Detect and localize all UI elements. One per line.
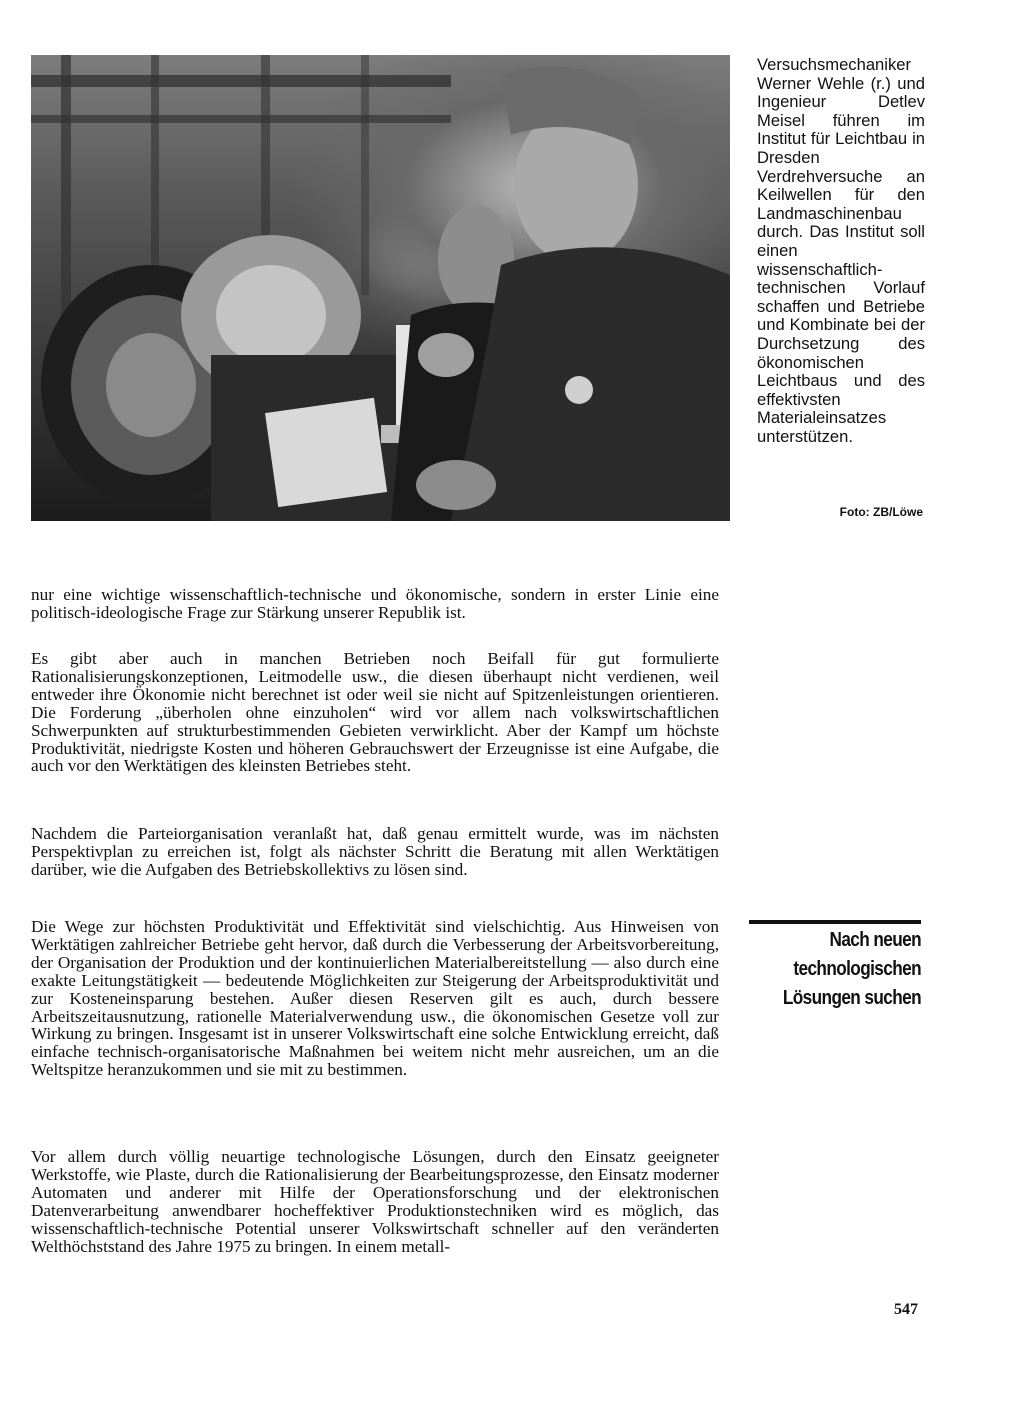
photo-illustration <box>31 55 730 521</box>
paragraph-3: Nachdem die Parteiorganisation veranlaßt hat, daß genau ermittelt wurde, was im nächsten Perspektivplan zu erreichen ist, folgt als nächster Schritt die Beratung mit allen Werktätigen darüber, wie die Aufgaben des Betriebskollektivs zu lösen sind. <box>31 824 719 879</box>
photo-machine-workers <box>31 55 730 521</box>
paragraph-4: Die Wege zur höchsten Produktivität und Effektivität sind vielschichtig. Aus Hinweisen von Werktätigen zahlreicher Betriebe geht hervor, daß durch die Verbesserung der Arbeitsvorbereitung, der Organisation der Produktion und der kontinuierlichen Materialbereitstellung — also durch eine exakte Leitungstätigkeit — bedeutende Möglichkeiten zur Steigerung der Arbeitsproduktivität und zur Kosteneinsparung bestehen. Außer diesen Reserven gilt es auch, durch bessere Arbeitszeitausnutzung, rationelle Materialverwendung usw., die ökonomischen Gesetze voll zur Wirkung zu bringen. Insgesamt ist in unserer Volkswirtschaft eine solche Entwicklung erreicht, daß einfache technisch-organisatorische Maßnahmen bei weitem nicht mehr ausreichen, um an die Weltspitze heranzukommen und sie mit zu bestimmen. <box>31 917 719 1080</box>
paragraph-5: Vor allem durch völlig neuartige technologische Lösungen, durch den Einsatz geeigneter Werkstoffe, wie Plaste, durch die Rationalisierung der Bearbeitungsprozesse, den Einsatz moderner Automaten und anderer mit Hilfe der Operationsforschung und der elektronischen Datenverarbeitung anwendbarer hocheffektiver Produktionstechniken wird es möglich, das wissenschaftlich-technische Potential unserer Volkswirtschaft schneller auf den veränderten Welthöchststand des Jahre 1975 zu bringen. In einem metall- <box>31 1147 719 1256</box>
photo-caption: Versuchsmechaniker Werner Wehle (r.) und Ingenieur Detlev Meisel führen im Institut für Leichtbau in Dresden Verdrehversuche an Keilwellen für den Landmaschinenbau durch. Das Institut soll einen wissenschaftlich-technischen Vorlauf schaffen und Betriebe und Kombinate bei der Durchsetzung des ökonomischen Leichtbaus und des effektivsten Materialeinsatzes unterstützen. <box>757 55 925 446</box>
side-heading-line-1: Nach neuen <box>829 929 921 951</box>
page-number: 547 <box>894 1301 918 1318</box>
paragraph-2: Es gibt aber auch in manchen Betrieben noch Beifall für gut formulierte Rationalisierungskonzeptionen, Leitmodelle usw., die diesen überhaupt nicht verdienen, weil entweder ihre Ökonomie nicht berechnet ist oder weil sie nicht auf Spitzenleistungen orientieren. Die Forderung „überholen ohne einzuholen“ wird vor allem nach volkswirtschaftlichen Schwerpunkten auf strukturbestimmenden Gebieten verwirklicht. Aber der Kampf um höchste Produktivität, niedrigste Kosten und höheren Gebrauchswert der Erzeugnisse ist eine Aufgabe, die auch vor den Werktätigen des kleinsten Betriebes steht. <box>31 649 719 776</box>
side-heading <box>749 920 921 1013</box>
side-heading-line-2: technologischen <box>793 958 921 980</box>
paragraph-1: nur eine wichtige wissenschaftlich-technische und ökonomische, sondern in erster Linie eine politisch-ideologische Frage zur Stärkung unserer Republik ist. <box>31 585 719 622</box>
photo-credit: Foto: ZB/Löwe <box>839 505 923 519</box>
side-heading-line-3: Lösungen suchen <box>782 987 921 1009</box>
